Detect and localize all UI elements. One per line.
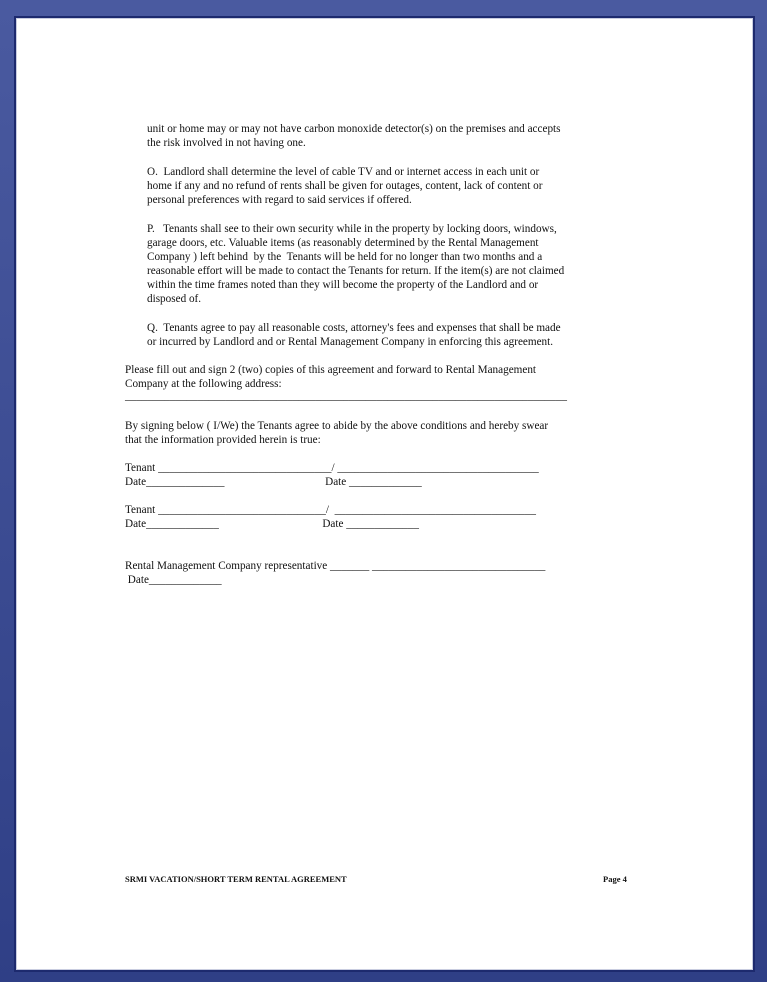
paragraph-p-line-6: disposed of. [147, 293, 202, 305]
paragraph-p-line-1: P. Tenants shall see to their own security while in the property by locking doors, windows, [147, 223, 557, 235]
footer-page-number: Page 4 [603, 874, 627, 884]
tenant-1-signature-line: Tenant _______________________________/ ____________________________________ [125, 462, 539, 474]
agreement-line-2: that the information provided herein is true: [125, 434, 321, 446]
tenant-2-signature-line: Tenant ______________________________/ ____________________________________ [125, 504, 536, 516]
representative-date-line: Date_____________ [125, 574, 222, 586]
footer-title: SRMI VACATION/SHORT TERM RENTAL AGREEMENT [125, 874, 347, 884]
tenant-1-date-line: Date______________ Date _____________ [125, 476, 422, 488]
representative-signature-line: Rental Management Company representative _______ _______________________________ [125, 560, 546, 572]
paragraph-p-line-3: Company ) left behind by the Tenants will be held for no longer than two months and a [147, 251, 543, 263]
paragraph-q-line-1: Q. Tenants agree to pay all reasonable costs, attorney's fees and expenses that shall be made [147, 322, 561, 334]
paragraph-n-line-1: unit or home may or may not have carbon monoxide detector(s) on the premises and accepts [147, 123, 561, 135]
paragraph-o-line-3: personal preferences with regard to said services if offered. [147, 194, 412, 206]
agreement-line-1: By signing below ( I/We) the Tenants agree to abide by the above conditions and hereby swear [125, 420, 549, 432]
instructions-line-2: Company at the following address: [125, 378, 282, 390]
paragraph-n-line-2: the risk involved in not having one. [147, 137, 306, 149]
address-line: _______________________________________________________________________________ [125, 390, 567, 402]
paragraph-q-line-2: or incurred by Landlord and or Rental Management Company in enforcing this agreement. [147, 336, 554, 348]
tenant-2-date-line: Date_____________ Date _____________ [125, 518, 419, 530]
paragraph-p-line-4: reasonable effort will be made to contact the Tenants for return. If the item(s) are not claimed [147, 265, 565, 277]
instructions-line-1: Please fill out and sign 2 (two) copies of this agreement and forward to Rental Management [125, 364, 537, 376]
document-page [14, 16, 755, 972]
paragraph-o-line-2: home if any and no refund of rents shall be given for outages, content, lack of content or [147, 180, 543, 192]
paragraph-p-line-5: within the time frames noted than they will become the property of the Landlord and or [147, 279, 539, 291]
paragraph-o-line-1: O. Landlord shall determine the level of cable TV and or internet access in each unit or [147, 166, 540, 178]
paragraph-p-line-2: garage doors, etc. Valuable items (as reasonably determined by the Rental Management [147, 237, 539, 249]
